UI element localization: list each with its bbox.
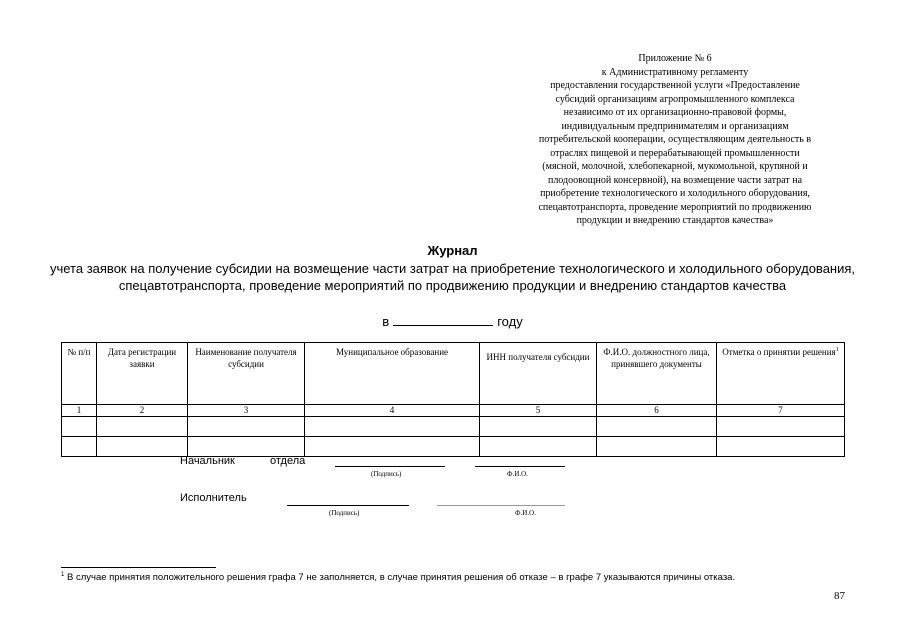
year-prefix: в [382, 314, 390, 329]
header-recipient-name: Наименование получателя субсидии [188, 343, 305, 405]
table-row [62, 437, 845, 457]
column-number: 1 [62, 405, 97, 417]
table-column-numbers-row [62, 405, 845, 417]
footnote [61, 572, 861, 583]
appendix-line: плодоовощной консервной), на возмещение части затрат на [547, 174, 803, 186]
table-cell[interactable] [97, 417, 188, 437]
table-row [62, 417, 845, 437]
appendix-line: спецавтотранспорта, проведение мероприятий по продвижению [538, 201, 812, 213]
table-cell[interactable] [188, 437, 305, 457]
executor-name-line[interactable] [437, 505, 565, 506]
header-decision [717, 343, 845, 405]
table-cell[interactable] [597, 437, 717, 457]
column-number: 4 [305, 405, 480, 417]
table-cell[interactable] [480, 417, 597, 437]
table-cell[interactable] [62, 417, 97, 437]
chief-name-line[interactable] [475, 466, 565, 467]
appendix-line: субсидий организациям агропромышленного комплекса [555, 93, 795, 105]
table-cell[interactable] [305, 437, 480, 457]
table-cell[interactable] [480, 437, 597, 457]
table-cell[interactable] [717, 417, 845, 437]
table-cell[interactable] [97, 437, 188, 457]
column-number: 3 [188, 405, 305, 417]
appendix-line: потребительской кооперации, осуществляющим деятельность в [538, 134, 812, 145]
appendix-block [505, 52, 845, 228]
header-decision-text: Отметка о принятии решения [722, 347, 836, 357]
journal-title: Журнал [427, 243, 478, 258]
header-date: Дата регистрации заявки [97, 343, 188, 405]
journal-table [61, 342, 845, 457]
column-number: 6 [597, 405, 717, 417]
table-cell[interactable] [717, 437, 845, 457]
year-line [0, 313, 905, 329]
appendix-line: приобретение технологического и холодильного оборудования, [540, 188, 810, 199]
appendix-line: отраслях пищевой и перерабатывающей промышленности [550, 147, 800, 159]
header-footnote-mark: 1 [835, 347, 839, 353]
appendix-line: продукции и внедрению стандартов качества» [576, 215, 774, 226]
table-cell[interactable] [62, 437, 97, 457]
footnote-text: В случае принятия положительного решения графа 7 не заполняется, в случае принятия решения об отказе – в графе 7 указываются причины отказа. [66, 572, 736, 583]
header-official: Ф.И.О. должностного лица, принявшего документы [597, 343, 717, 405]
footnote-mark: 1 [61, 571, 65, 578]
header-inn: ИНН получателя субсидии [480, 343, 597, 405]
column-number: 5 [480, 405, 597, 417]
executor-label: Исполнитель [180, 492, 247, 504]
executor-signature-caption: (Подпись) [329, 509, 360, 517]
appendix-line: индивидуальным предпринимателям и организациям [561, 120, 789, 132]
appendix-line: предоставления государственной услуги «Предоставление [550, 80, 800, 91]
table-cell[interactable] [188, 417, 305, 437]
department-label: отдела [270, 455, 306, 467]
header-municipality: Муниципальное образование [305, 343, 480, 405]
table-cell[interactable] [305, 417, 480, 437]
year-suffix: году [497, 314, 523, 329]
column-number: 7 [717, 405, 845, 417]
journal-subtitle: учета заявок на получение субсидии на возмещение части затрат на приобретение технологического и холодильного оборудования, спецавтотранспорта, проведение мероприятий по продвижению продукции и внедрению стандартов качества [49, 261, 856, 293]
header-number: № п/п [62, 343, 97, 405]
executor-name-caption: Ф.И.О. [515, 509, 536, 517]
chief-label: Начальник [180, 455, 235, 467]
page-number: 87 [834, 590, 845, 602]
appendix-line: (мясной, молочной, хлебопекарной, мукомольной, крупяной и [542, 161, 808, 172]
table-header-row [62, 343, 845, 405]
year-blank[interactable] [393, 313, 493, 326]
chief-signature-caption: (Подпись) [371, 470, 402, 478]
appendix-line: независимо от их организационно-правовой формы, [563, 107, 787, 118]
executor-signature-line[interactable] [287, 505, 409, 506]
column-number: 2 [97, 405, 188, 417]
footnote-divider [61, 567, 216, 568]
table-cell[interactable] [597, 417, 717, 437]
appendix-line: к Административному регламенту [601, 66, 749, 78]
appendix-line: Приложение № 6 [638, 53, 712, 64]
chief-signature-line[interactable] [335, 466, 445, 467]
chief-name-caption: Ф.И.О. [507, 470, 528, 478]
